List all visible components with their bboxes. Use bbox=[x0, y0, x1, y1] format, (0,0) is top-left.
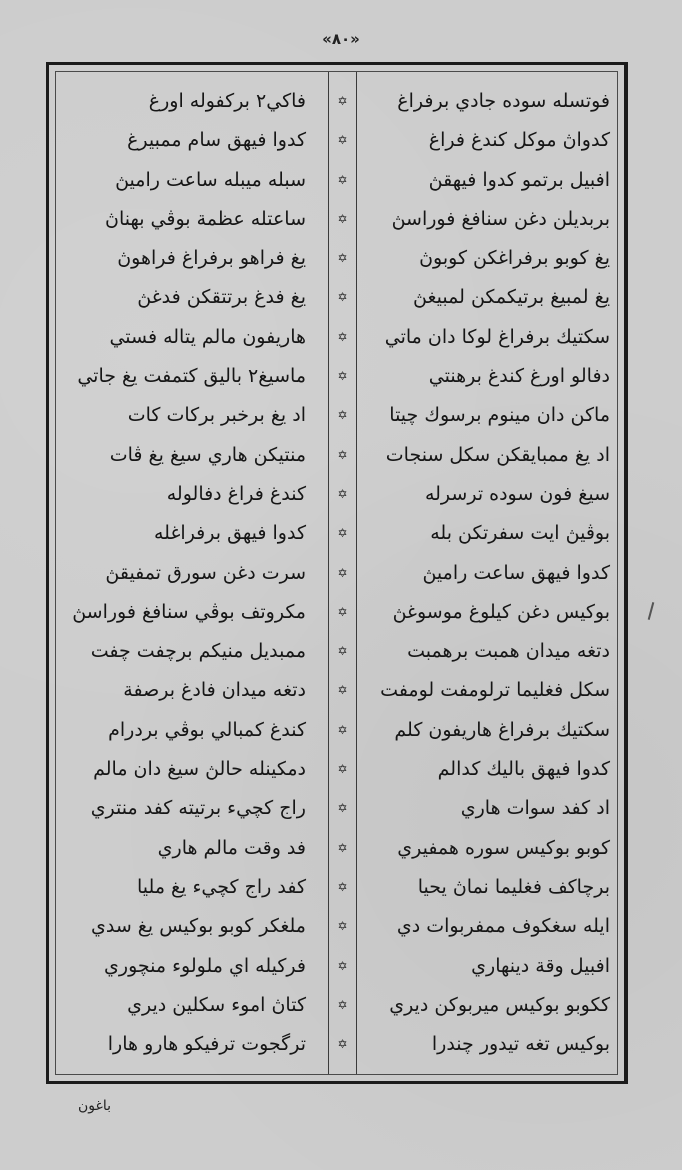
verse-left: ترگجوت ترفيكو هارو هارا bbox=[107, 1033, 306, 1056]
verse-row bbox=[56, 121, 617, 160]
verse-left: ملغكر كوبو بوكيس يغ سدي bbox=[90, 915, 306, 938]
star-separator-icon: ✡ bbox=[337, 801, 348, 816]
verse-row bbox=[56, 82, 617, 121]
verse-right: افبيل برتمو كدوا فيهقڽ bbox=[428, 168, 610, 191]
verse-right: بربديلن دغن سنافغ فوراسڽ bbox=[391, 207, 610, 230]
verse-right: بوكيس دغن كيلوغ موسوغڽ bbox=[392, 600, 610, 623]
verse-right: برچاكف فغليما نماڽ يحيا bbox=[417, 875, 610, 898]
verse-right: يغ كوبو برفراغكن كوبوڽ bbox=[419, 247, 610, 270]
text-frame-inner bbox=[55, 71, 618, 1075]
verse-left: كفد راج كچيء يغ مليا bbox=[137, 875, 306, 898]
verse-right: سكتيك برفراغ لوكا دان ماتي bbox=[384, 325, 610, 348]
verse-left: سرت دغن سورق تمفيقڽ bbox=[105, 561, 306, 584]
star-separator-icon: ✡ bbox=[337, 1037, 348, 1052]
verse-left: يغ فراهو برفراغ فراهوڽ bbox=[117, 247, 306, 270]
verse-row bbox=[56, 789, 617, 828]
star-separator-icon: ✡ bbox=[337, 762, 348, 777]
verse-left: يغ فدغ برتتقكن فدغڽ bbox=[137, 286, 306, 309]
verse-right: كدواڽ موكل كندغ فراغ bbox=[428, 129, 610, 152]
star-separator-icon: ✡ bbox=[337, 722, 348, 737]
star-separator-icon: ✡ bbox=[337, 211, 348, 226]
verse-right: سكتيك برفراغ هاريفون كلم bbox=[394, 718, 610, 741]
star-separator-icon: ✡ bbox=[337, 408, 348, 423]
verse-row bbox=[56, 318, 617, 357]
star-separator-icon: ✡ bbox=[337, 958, 348, 973]
catchword: باغون bbox=[78, 1098, 111, 1114]
verse-left: ساعتله عظمة بوڤي بهناڽ bbox=[104, 207, 306, 230]
star-separator-icon: ✡ bbox=[337, 94, 348, 108]
verse-left: فد وقت مالم هاري bbox=[157, 836, 306, 859]
verse-row bbox=[56, 829, 617, 868]
verse-right: يغ لمبيغ برتيكمكن لمبيغڽ bbox=[413, 286, 610, 309]
verse-left: دتغه ميدان فادغ برصفة bbox=[123, 679, 306, 702]
star-separator-icon: ✡ bbox=[337, 526, 348, 541]
verse-left: كندغ كمبالي بوڤي بردرام bbox=[108, 718, 306, 741]
verse-right: كوبو بوكيس سوره همفيري bbox=[397, 836, 610, 859]
verse-right: اد كفد سوات هاري bbox=[460, 797, 610, 820]
verse-row bbox=[56, 1025, 617, 1064]
page-number: «٨٠» bbox=[322, 30, 360, 48]
star-separator-icon: ✡ bbox=[337, 369, 348, 384]
verse-right: فوتسله سوده جادي برفراغ bbox=[397, 90, 610, 112]
verse-right: افبيل وقة دينهاري bbox=[471, 954, 610, 977]
verse-row bbox=[56, 436, 617, 475]
verse-left: فاكي٢ بركفوله اورغ bbox=[148, 90, 306, 112]
verse-right: سكل فغليما ترلومفت لومفت bbox=[380, 679, 610, 702]
star-separator-icon: ✡ bbox=[337, 290, 348, 305]
star-separator-icon: ✡ bbox=[337, 172, 348, 187]
star-separator-icon: ✡ bbox=[337, 997, 348, 1012]
verse-left: كندغ فراغ دفالوله bbox=[166, 482, 306, 505]
verse-left: ممبديل منيكم برچفت چفت bbox=[90, 640, 306, 663]
star-separator-icon: ✡ bbox=[337, 919, 348, 934]
verse-row bbox=[56, 868, 617, 907]
verse-left: دمكينله حالڽ سيغ دان مالم bbox=[93, 758, 306, 781]
star-separator-icon: ✡ bbox=[337, 486, 348, 501]
verse-row bbox=[56, 396, 617, 435]
star-separator-icon: ✡ bbox=[337, 447, 348, 462]
verse-left: راج كچيء برتيته كفد منتري bbox=[90, 797, 306, 820]
verse-right: دتغه ميدان همبت برهمبت bbox=[407, 640, 610, 663]
verse-left: هاريفون مالم يتاله فستي bbox=[109, 325, 306, 348]
verse-left: اد يغ برخبر بركات كات bbox=[127, 404, 306, 427]
verse-left: كدوا فيهق برفراغله bbox=[154, 522, 306, 545]
verse-right: دفالو اورغ كندغ برهنتي bbox=[428, 365, 610, 388]
verse-row bbox=[56, 357, 617, 396]
verse-row bbox=[56, 986, 617, 1025]
verse-row bbox=[56, 161, 617, 200]
verse-columns bbox=[56, 82, 617, 1064]
text-frame bbox=[46, 62, 628, 1084]
verse-row bbox=[56, 278, 617, 317]
star-separator-icon: ✡ bbox=[337, 329, 348, 344]
verse-left: كدوا فيهق سام ممبيرغ bbox=[127, 129, 306, 152]
star-separator-icon: ✡ bbox=[337, 683, 348, 698]
verse-row bbox=[56, 239, 617, 278]
verse-row bbox=[56, 711, 617, 750]
verse-right: اد يغ ممبايقكن سكل سنجات bbox=[385, 443, 610, 466]
verse-right: كدوا فيهق باليك كدالم bbox=[437, 758, 610, 781]
verse-left: منتيكن هاري سيغ يغ ڤات bbox=[109, 443, 306, 466]
verse-right: ككوبو بوكيس ميربوكن ديري bbox=[389, 993, 610, 1016]
verse-right: ايله سغكوف ممفربوات دي bbox=[396, 915, 610, 938]
star-separator-icon: ✡ bbox=[337, 840, 348, 855]
verse-left: فركيله اي ملولوء منچوري bbox=[104, 954, 306, 977]
verse-row bbox=[56, 593, 617, 632]
verse-right: كدوا فيهق ساعت راميڽ bbox=[422, 561, 610, 584]
verse-row bbox=[56, 514, 617, 553]
verse-row bbox=[56, 200, 617, 239]
star-separator-icon: ✡ bbox=[337, 133, 348, 148]
verse-row bbox=[56, 750, 617, 789]
verse-row bbox=[56, 475, 617, 514]
verse-left: سبله ميبله ساعت راميڽ bbox=[115, 168, 306, 191]
verse-row bbox=[56, 671, 617, 710]
verse-left: مكروتف بوڤي سنافغ فوراسڽ bbox=[72, 600, 306, 623]
verse-right: بوكيس تغه تيدور چندرا bbox=[431, 1033, 610, 1056]
verse-row bbox=[56, 632, 617, 671]
verse-right: سيغ فون سوده ترسرله bbox=[424, 482, 610, 505]
star-separator-icon: ✡ bbox=[337, 644, 348, 659]
verse-right: ماكن دان مينوم برسوك چيتا bbox=[389, 404, 610, 427]
verse-row bbox=[56, 554, 617, 593]
verse-left: كتاڽ اموء سكلين ديري bbox=[127, 993, 306, 1016]
verse-right: بوڤيڽ ايت سفرتكن بله bbox=[430, 522, 610, 545]
star-separator-icon: ✡ bbox=[337, 565, 348, 580]
star-separator-icon: ✡ bbox=[337, 251, 348, 266]
star-separator-icon: ✡ bbox=[337, 879, 348, 894]
verse-row bbox=[56, 947, 617, 986]
verse-row bbox=[56, 907, 617, 946]
star-separator-icon: ✡ bbox=[337, 604, 348, 619]
verse-left: ماسيغ٢ باليق كتمفت يغ جاتي bbox=[77, 365, 306, 388]
